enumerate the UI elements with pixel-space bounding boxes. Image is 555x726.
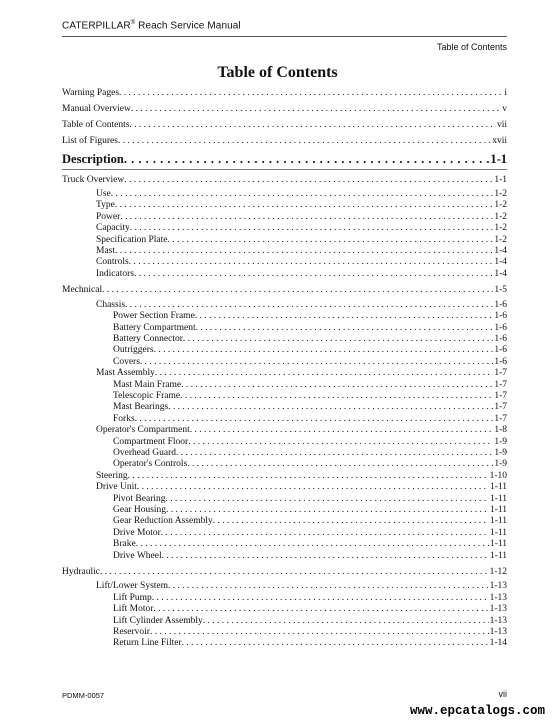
toc-entry-label: Operator's Compartment bbox=[96, 425, 190, 436]
header-brand bbox=[62, 20, 241, 31]
toc-subentry[interactable] bbox=[62, 604, 507, 615]
toc-entry-page: 1-13 bbox=[489, 627, 507, 638]
dot-leader bbox=[203, 616, 489, 627]
toc-subentry[interactable] bbox=[62, 402, 507, 413]
dot-leader bbox=[140, 357, 493, 368]
dot-leader bbox=[182, 638, 489, 649]
toc-subentry[interactable] bbox=[62, 357, 507, 368]
toc-subentry[interactable] bbox=[62, 368, 507, 379]
toc-subentry[interactable] bbox=[62, 269, 507, 280]
toc-entry-page: 1-6 bbox=[494, 299, 507, 310]
toc-entry-page: 1-11 bbox=[489, 527, 507, 538]
header-rule bbox=[62, 36, 507, 37]
toc-subentry[interactable] bbox=[62, 494, 507, 505]
brand-name: CATERPILLAR bbox=[62, 20, 131, 32]
toc-front-entry[interactable] bbox=[62, 120, 507, 131]
toc-subentry[interactable] bbox=[62, 437, 507, 448]
toc-entry-page: i bbox=[504, 88, 507, 98]
toc-subentry[interactable] bbox=[62, 246, 507, 257]
toc-subentry[interactable] bbox=[62, 551, 507, 562]
toc-entry-page: 1-1 bbox=[494, 174, 507, 185]
toc-entry-label: Chassis bbox=[96, 299, 126, 310]
toc-subentry[interactable] bbox=[62, 638, 507, 649]
toc-list bbox=[62, 88, 507, 650]
toc-section-entry[interactable] bbox=[62, 175, 507, 186]
toc-entry-page: xvii bbox=[492, 135, 507, 146]
toc-entry-label: Lift/Lower System bbox=[96, 581, 169, 592]
toc-front-entry[interactable] bbox=[62, 136, 507, 147]
toc-entry-label: Mast Bearings bbox=[113, 402, 169, 413]
toc-entry-label: Lift Motor bbox=[113, 604, 154, 615]
dot-leader bbox=[154, 345, 494, 356]
toc-section-entry[interactable] bbox=[62, 567, 507, 578]
dot-leader bbox=[168, 402, 493, 413]
toc-entry-page: 1-11 bbox=[489, 539, 507, 550]
toc-entry-label: Mast bbox=[96, 246, 115, 257]
dot-leader bbox=[137, 482, 489, 493]
toc-subentry[interactable] bbox=[62, 380, 507, 391]
toc-entry-page: 1-2 bbox=[494, 189, 507, 200]
toc-subentry[interactable] bbox=[62, 505, 507, 516]
dot-leader bbox=[180, 391, 493, 402]
dot-leader bbox=[188, 437, 493, 448]
toc-entry-label: Truck Overview bbox=[62, 174, 125, 185]
toc-subentry[interactable] bbox=[62, 334, 507, 345]
toc-front-entry[interactable] bbox=[62, 88, 507, 99]
toc-entry-page: 1-6 bbox=[494, 333, 507, 344]
toc-entry-page: 1-8 bbox=[494, 425, 507, 436]
toc-entry-label: Brake bbox=[113, 539, 136, 550]
toc-entry-page: 1-6 bbox=[494, 311, 507, 322]
toc-subentry[interactable] bbox=[62, 425, 507, 436]
toc-entry-label: Drive Motor bbox=[113, 527, 161, 538]
toc-entry-page: 1-2 bbox=[494, 234, 507, 245]
dot-leader bbox=[100, 567, 489, 578]
toc-entry-label: Battery Connector bbox=[113, 333, 183, 344]
toc-entry-label: Overhead Guard bbox=[113, 447, 177, 458]
toc-entry-page: 1-4 bbox=[494, 268, 507, 279]
toc-subentry[interactable] bbox=[62, 516, 507, 527]
chapter-rule bbox=[62, 169, 507, 170]
toc-entry-label: Controls bbox=[96, 257, 129, 268]
toc-subentry[interactable] bbox=[62, 528, 507, 539]
dot-leader bbox=[129, 120, 496, 131]
toc-entry-label: Mechnical bbox=[62, 285, 103, 296]
toc-subentry[interactable] bbox=[62, 300, 507, 311]
dot-leader bbox=[120, 212, 493, 223]
toc-front-entry[interactable] bbox=[62, 104, 507, 115]
toc-subentry[interactable] bbox=[62, 593, 507, 604]
toc-entry-page: 1-11 bbox=[489, 505, 507, 515]
toc-entry-label: Forks bbox=[113, 413, 135, 424]
dot-leader bbox=[129, 257, 494, 268]
toc-entry-page: 1-9 bbox=[494, 436, 507, 447]
toc-subentry[interactable] bbox=[62, 616, 507, 627]
toc-entry-label: Warning Pages bbox=[62, 88, 120, 98]
toc-entry-page: 1-7 bbox=[494, 402, 507, 413]
toc-subentry[interactable] bbox=[62, 391, 507, 402]
toc-entry-label: Steering bbox=[96, 470, 128, 481]
dot-leader bbox=[162, 551, 489, 562]
toc-entry-page: 1-4 bbox=[494, 257, 507, 268]
toc-entry-page: 1-7 bbox=[494, 368, 507, 379]
dot-leader bbox=[153, 604, 488, 615]
toc-entry-label: Description bbox=[62, 151, 124, 166]
dot-leader bbox=[111, 189, 494, 200]
toc-entry-label: Drive Wheel bbox=[113, 550, 162, 561]
dot-leader bbox=[152, 593, 489, 604]
toc-entry-page: 1-6 bbox=[494, 345, 507, 356]
toc-entry-page: vii bbox=[496, 119, 507, 130]
toc-subentry[interactable] bbox=[62, 482, 507, 493]
toc-entry-page: 1-10 bbox=[489, 470, 507, 481]
toc-entry-label: Specification Plate bbox=[96, 234, 168, 245]
dot-leader bbox=[155, 368, 493, 379]
manual-name: Reach Service Manual bbox=[138, 20, 241, 32]
registered-mark: ® bbox=[130, 20, 136, 26]
toc-chapter-entry[interactable] bbox=[62, 152, 507, 167]
toc-entry-page: 1-4 bbox=[494, 246, 507, 257]
toc-entry-page: 1-7 bbox=[494, 413, 507, 424]
toc-entry-label: Table of Contents bbox=[62, 119, 130, 130]
toc-entry-page: 1-13 bbox=[489, 592, 507, 603]
toc-entry-label: Return Line Filter bbox=[113, 638, 182, 649]
toc-section-entry[interactable] bbox=[62, 285, 507, 296]
toc-entry-page: 1-2 bbox=[494, 200, 507, 211]
toc-entry-page: 1-11 bbox=[489, 493, 507, 504]
toc-entry-label: Mast Assembly bbox=[96, 368, 155, 379]
dot-leader bbox=[130, 223, 494, 234]
toc-subentry[interactable] bbox=[62, 627, 507, 638]
toc-entry-label: Power bbox=[96, 211, 121, 222]
footer-page-number: vii bbox=[498, 689, 507, 699]
toc-subentry[interactable] bbox=[62, 539, 507, 550]
toc-entry-page: 1-7 bbox=[494, 379, 507, 390]
toc-entry-label: Outriggers bbox=[113, 345, 154, 356]
dot-leader bbox=[181, 380, 493, 391]
toc-entry-label: Type bbox=[96, 200, 115, 211]
dot-leader bbox=[161, 528, 489, 539]
dot-leader bbox=[196, 323, 494, 334]
toc-entry-page: 1-9 bbox=[494, 447, 507, 458]
dot-leader bbox=[115, 246, 493, 257]
dot-leader bbox=[136, 539, 489, 550]
watermark-text: www.epcatalogs.com bbox=[409, 704, 545, 718]
header-section-label: Table of Contents bbox=[436, 42, 507, 52]
toc-entry-label: Indicators bbox=[96, 268, 134, 279]
toc-entry-page: 1-13 bbox=[489, 615, 507, 626]
toc-entry-page: 1-2 bbox=[494, 223, 507, 234]
toc-entry-page: 1-6 bbox=[494, 322, 507, 333]
toc-entry-page: 1-5 bbox=[494, 285, 507, 296]
toc-subentry[interactable] bbox=[62, 189, 507, 200]
page-title: Table of Contents bbox=[217, 64, 338, 81]
toc-subentry[interactable] bbox=[62, 471, 507, 482]
dot-leader bbox=[166, 505, 489, 516]
toc-entry-label: Covers bbox=[113, 356, 140, 367]
toc-entry-page: 1-13 bbox=[489, 604, 507, 615]
toc-entry-page: 1-6 bbox=[494, 356, 507, 367]
toc-entry-label: Pivot Bearing bbox=[113, 493, 166, 504]
toc-entry-label: Lift Cylinder Assembly bbox=[113, 615, 203, 626]
toc-entry-page: 1-2 bbox=[494, 211, 507, 222]
dot-leader bbox=[183, 334, 493, 345]
toc-entry-label: Reservoir bbox=[113, 627, 150, 638]
dot-leader bbox=[128, 471, 489, 482]
toc-entry-label: Operator's Controls bbox=[113, 459, 188, 470]
toc-subentry[interactable] bbox=[62, 200, 507, 211]
dot-leader bbox=[135, 414, 494, 425]
toc-entry-label: Use bbox=[96, 189, 111, 200]
dot-leader bbox=[150, 627, 489, 638]
toc-subentry[interactable] bbox=[62, 459, 507, 470]
toc-entry-label: Lift Pump bbox=[113, 592, 152, 603]
toc-entry-label: Mast Main Frame bbox=[113, 379, 182, 390]
toc-entry-page: 1-12 bbox=[489, 567, 507, 578]
toc-entry-page: 1-11 bbox=[489, 516, 507, 527]
toc-entry-page: 1-9 bbox=[494, 459, 507, 470]
toc-entry-page: 1-1 bbox=[490, 151, 507, 166]
toc-entry-label: Compartment Floor bbox=[113, 436, 189, 447]
dot-leader bbox=[166, 494, 489, 505]
toc-subentry[interactable] bbox=[62, 257, 507, 268]
toc-subentry[interactable] bbox=[62, 414, 507, 425]
dot-leader bbox=[213, 516, 489, 527]
toc-entry-label: Telescopic Frame bbox=[113, 390, 181, 401]
dot-leader bbox=[125, 300, 493, 311]
toc-entry-label: Power Section Frame bbox=[113, 311, 195, 322]
dot-leader bbox=[124, 152, 490, 167]
toc-entry-page: 1-11 bbox=[489, 482, 507, 493]
dot-leader bbox=[190, 425, 494, 436]
dot-leader bbox=[134, 269, 493, 280]
toc-subentry[interactable] bbox=[62, 235, 507, 246]
dot-leader bbox=[124, 175, 493, 186]
toc-entry-page: 1-14 bbox=[489, 638, 507, 649]
dot-leader bbox=[168, 235, 494, 246]
toc-entry-page: 1-13 bbox=[489, 581, 507, 592]
dot-leader bbox=[102, 285, 493, 296]
dot-leader bbox=[118, 136, 491, 147]
toc-entry-page: 1-7 bbox=[494, 390, 507, 401]
toc-subentry[interactable] bbox=[62, 311, 507, 322]
toc-entry-label: List of Figures bbox=[62, 135, 118, 146]
toc-subentry[interactable] bbox=[62, 323, 507, 334]
dot-leader bbox=[119, 88, 503, 99]
toc-entry-label: Battery Compartment bbox=[113, 322, 196, 333]
footer-doc-number: PDMM-0057 bbox=[62, 691, 105, 700]
toc-subentry[interactable] bbox=[62, 223, 507, 234]
toc-entry-label: Manual Overview bbox=[62, 103, 131, 114]
dot-leader bbox=[187, 459, 493, 470]
toc-subentry[interactable] bbox=[62, 581, 507, 592]
dot-leader bbox=[115, 200, 493, 211]
toc-entry-label: Hydraulic bbox=[62, 567, 100, 578]
toc-entry-page: v bbox=[502, 103, 507, 114]
toc-subentry[interactable] bbox=[62, 448, 507, 459]
toc-entry-label: Drive Unit bbox=[96, 482, 137, 493]
dot-leader bbox=[168, 581, 489, 592]
toc-entry-label: Capacity bbox=[96, 223, 130, 234]
toc-subentry[interactable] bbox=[62, 345, 507, 356]
toc-entry-page: 1-11 bbox=[489, 550, 507, 561]
toc-entry-label: Gear Housing bbox=[113, 505, 167, 515]
dot-leader bbox=[131, 104, 501, 115]
dot-leader bbox=[195, 311, 494, 322]
dot-leader bbox=[176, 448, 493, 459]
toc-entry-label: Gear Reduction Assembly bbox=[113, 516, 213, 527]
toc-subentry[interactable] bbox=[62, 212, 507, 223]
